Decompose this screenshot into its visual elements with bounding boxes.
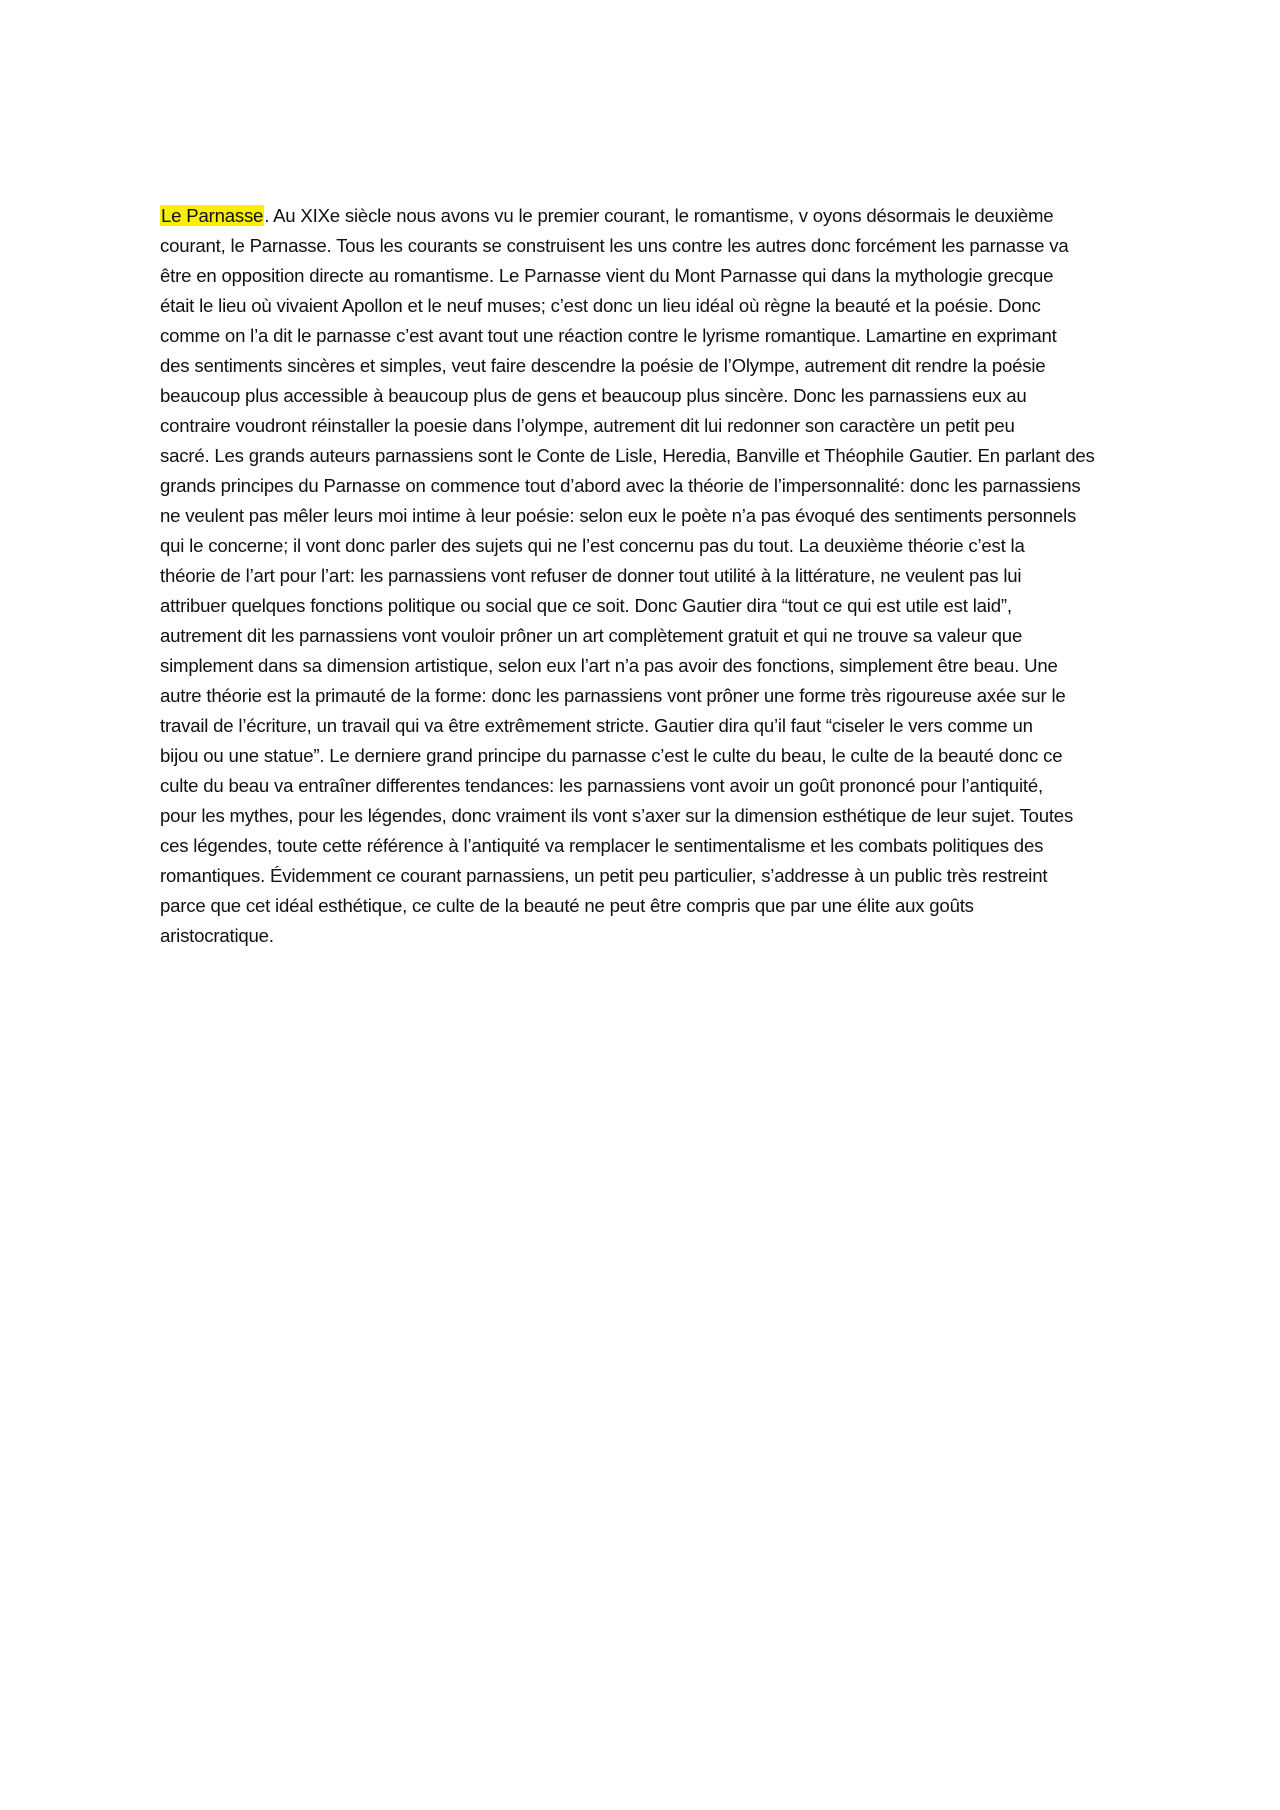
highlighted-title: Le Parnasse xyxy=(161,205,264,226)
text-line-7: beaucoup plus accessible à beaucoup plus de gens et beaucoup plus sincère. Donc les parnassiens eux au xyxy=(160,385,1027,406)
text-line-25: aristocratique. xyxy=(160,925,274,946)
text-line-1-rest: . Au XIXe siècle nous avons vu le premier courant, le romantisme, v oyons désormais le deuxième xyxy=(264,205,1054,226)
text-line-20: culte du beau va entraîner differentes tendances: les parnassiens vont avoir un goût prononcé pour l’antiquité, xyxy=(160,775,1043,796)
text-line-3: être en opposition directe au romantisme. Le Parnasse vient du Mont Parnasse qui dans la mythologie grecque xyxy=(160,265,1054,286)
text-line-12: qui le concerne; il vont donc parler des sujets qui ne l’est concernu pas du tout. La deuxième théorie c’est la xyxy=(160,535,1025,556)
text-line-6: des sentiments sincères et simples, veut faire descendre la poésie de l’Olympe, autrement dit rendre la poésie xyxy=(160,355,1046,376)
text-line-4: était le lieu où vivaient Apollon et le neuf muses; c’est donc un lieu idéal où règne la beauté et la poésie. Donc xyxy=(160,295,1041,316)
text-line-14: attribuer quelques fonctions politique ou social que ce soit. Donc Gautier dira “tout ce qui est utile est laid”, xyxy=(160,595,1012,616)
essay-paragraph xyxy=(160,201,1165,951)
text-line-18: travail de l’écriture, un travail qui va être extrêmement stricte. Gautier dira qu’il faut “ciseler le vers comme un xyxy=(160,715,1033,736)
text-line-10: grands principes du Parnasse on commence tout d’abord avec la théorie de l’impersonnalité: donc les parnassiens xyxy=(160,475,1081,496)
text-line-16: simplement dans sa dimension artistique, selon eux l’art n’a pas avoir des fonctions, simplement être beau. Une xyxy=(160,655,1058,676)
text-line-15: autrement dit les parnassiens vont vouloir prôner un art complètement gratuit et qui ne trouve sa valeur que xyxy=(160,625,1023,646)
text-line-17: autre théorie est la primauté de la forme: donc les parnassiens vont prôner une forme très rigoureuse axée sur le xyxy=(160,685,1066,706)
text-line-8: contraire voudront réinstaller la poesie dans l’olympe, autrement dit lui redonner son caractère un petit peu xyxy=(160,415,1015,436)
text-line-11: ne veulent pas mêler leurs moi intime à leur poésie: selon eux le poète n’a pas évoqué des sentiments personnels xyxy=(160,505,1077,526)
text-line-23: romantiques. Évidemment ce courant parnassiens, un petit peu particulier, s’addresse à un public très restreint xyxy=(160,865,1048,886)
text-line-1 xyxy=(160,201,1165,231)
text-line-24: parce que cet idéal esthétique, ce culte de la beauté ne peut être compris que par une élite aux goûts xyxy=(160,895,974,916)
text-line-13: théorie de l’art pour l’art: les parnassiens vont refuser de donner tout utilité à la littérature, ne veulent pas lui xyxy=(160,565,1022,586)
text-line-5: comme on l’a dit le parnasse c’est avant tout une réaction contre le lyrisme romantique. Lamartine en exprimant xyxy=(160,325,1057,346)
text-line-19: bijou ou une statue”. Le derniere grand principe du parnasse c’est le culte du beau, le culte de la beauté donc ce xyxy=(160,745,1063,766)
text-line-21: pour les mythes, pour les légendes, donc vraiment ils vont s’axer sur la dimension esthétique de leur sujet. Toutes xyxy=(160,805,1074,826)
text-line-22: ces légendes, toute cette référence à l’antiquité va remplacer le sentimentalisme et les combats politiques des xyxy=(160,835,1044,856)
text-line-9: sacré. Les grands auteurs parnassiens sont le Conte de Lisle, Heredia, Banville et Théophile Gautier. En parlant des xyxy=(160,445,1095,466)
text-line-2: courant, le Parnasse. Tous les courants se construisent les uns contre les autres donc forcément les parnasse va xyxy=(160,235,1069,256)
